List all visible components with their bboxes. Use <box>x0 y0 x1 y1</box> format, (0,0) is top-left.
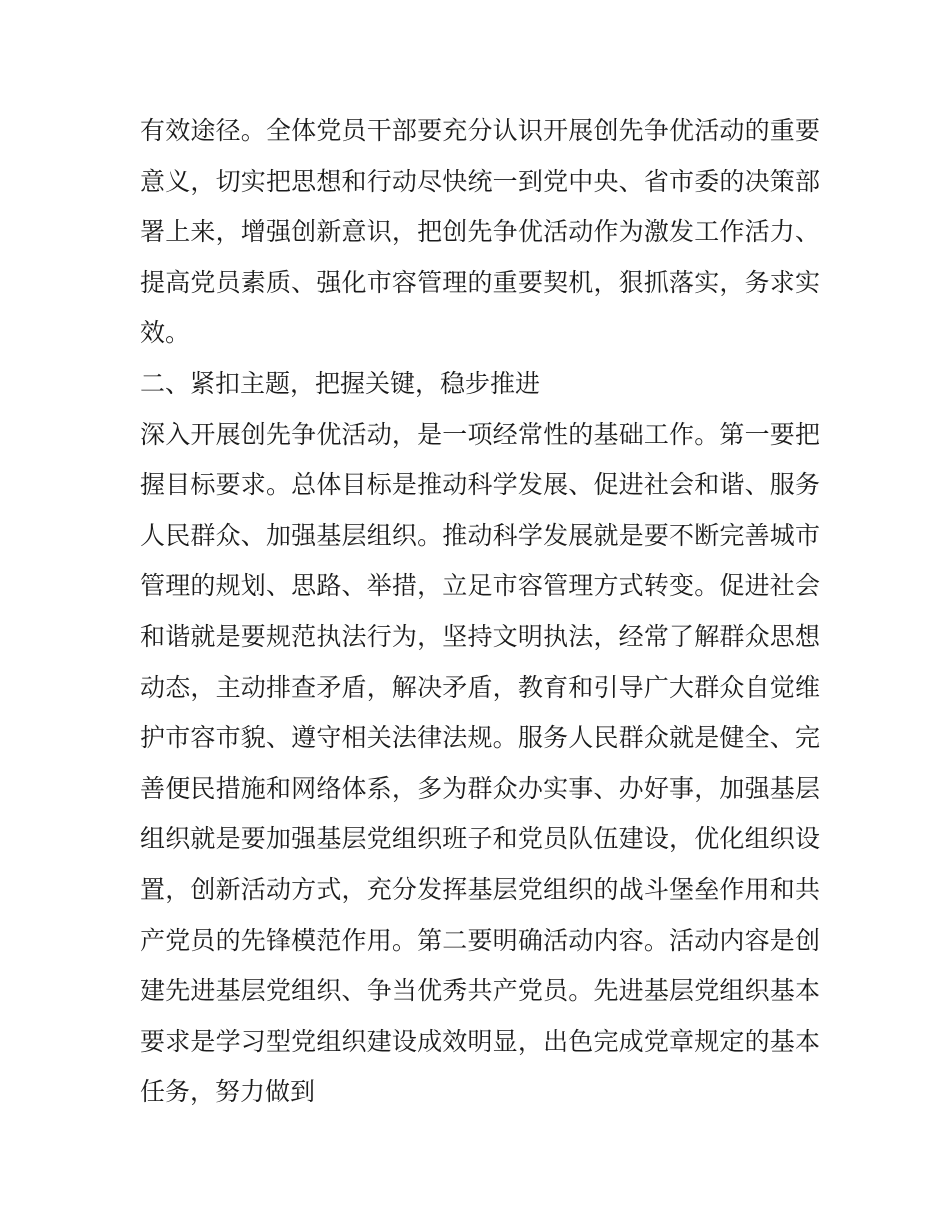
section-heading-2: 二、紧扣主题，把握关键，稳步推进 <box>140 368 541 398</box>
paragraph-effective-path: 有效途径。全体党员干部要充分认识开展创先争优活动的重要意义，切实把思想和行动尽快统一到党中央、省市委的决策部署上来，增强创新意识，把创先争优活动作为激发工作活力、提高党员素质、强化市容管理的重要契机，狠抓落实，务求实效。 <box>140 116 820 348</box>
paragraph-activity-goals: 深入开展创先争优活动，是一项经常性的基础工作。第一要把握目标要求。总体目标是推动科学发展、促进社会和谐、服务人民群众、加强基层组织。推动科学发展就是要不断完善城市管理的规划、思路、举措，立足市容管理方式转变。促进社会和谐就是要规范执法行为，坚持文明执法，经常了解群众思想动态，主动排查矛盾，解决矛盾，教育和引导广大群众自觉维护市容市貌、遵守相关法律法规。服务人民群众就是健全、完善便民措施和网络体系，多为群众办实事、办好事，加强基层组织就是要加强基层党组织班子和党员队伍建设，优化组织设置，创新活动方式，充分发挥基层党组织的战斗堡垒作用和共产党员的先锋模范作用。第二要明确活动内容。活动内容是创建先进基层党组织、争当优秀共产党员。先进基层党组织基本要求是学习型党组织建设成效明显，出色完成党章规定的基本任务，努力做到 <box>140 419 820 1107</box>
document-body <box>140 106 820 1118</box>
